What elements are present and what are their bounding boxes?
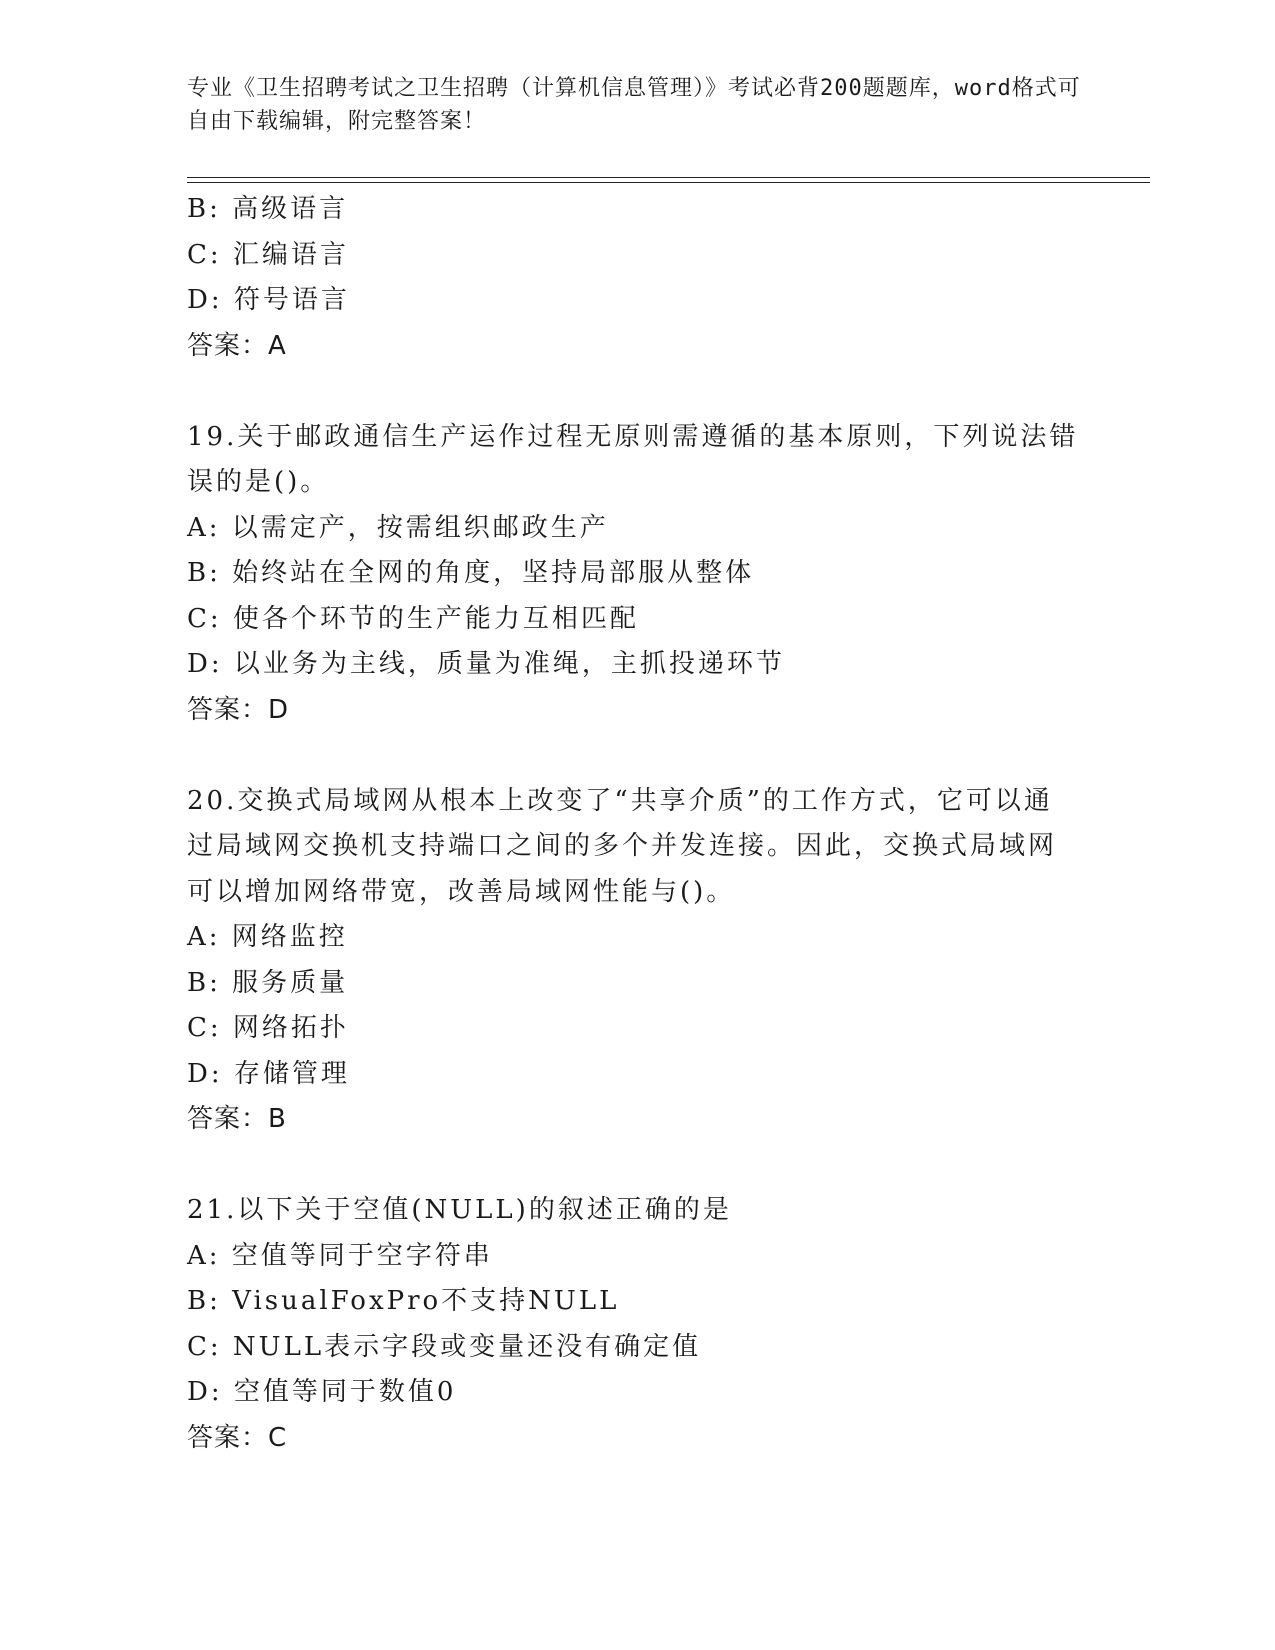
question-21	[187, 1188, 1087, 1461]
option-c: C: 网络拓扑	[187, 1013, 349, 1043]
question-19	[187, 415, 1087, 734]
option-b: B: VisualFoxPro不支持NULL	[187, 1286, 620, 1316]
document-header	[187, 72, 1087, 138]
option-a: A: 空值等同于空字符串	[187, 1240, 493, 1271]
option-a: A: 以需定产，按需组织邮政生产	[187, 512, 609, 543]
question-stem-line: 19.关于邮政通信生产运作过程无原则需遵循的基本原则，下列说法错	[187, 421, 1079, 452]
question-stem-line: 21.以下关于空值(NULL)的叙述正确的是	[187, 1195, 732, 1225]
question-stem-line: 误的是()。	[187, 467, 330, 497]
option-d: D: 以业务为主线，质量为准绳，主抓投递环节	[187, 649, 785, 679]
header-rule-top	[187, 177, 1150, 178]
option-a: A: 网络监控	[187, 922, 348, 952]
question-stem-line: 20.交换式局域网从根本上改变了“共享介质”的工作方式，它可以通	[187, 785, 1053, 816]
question-stem-line: 过局域网交换机支持端口之间的多个并发连接。因此，交换式局域网	[187, 831, 1058, 861]
option-c: C: NULL表示字段或变量还没有确定值	[187, 1331, 702, 1362]
option-d: D: 空值等同于数值0	[187, 1377, 457, 1407]
question-stem-line: 可以增加网络带宽，改善局域网性能与()。	[187, 876, 736, 907]
spacer	[187, 369, 1087, 415]
answer: 答案：C	[187, 1422, 288, 1453]
answer: 答案：A	[187, 330, 287, 361]
option-b: B: 高级语言	[187, 194, 349, 224]
option-c: C: 使各个环节的生产能力互相匹配	[187, 603, 639, 634]
spacer	[187, 1143, 1087, 1189]
question-20	[187, 779, 1087, 1143]
option-b: B: 始终站在全网的角度，坚持局部服从整体	[187, 558, 755, 588]
header-rule-bottom	[187, 182, 1150, 183]
answer: 答案：D	[187, 694, 290, 725]
continued-question	[187, 187, 1087, 369]
option-d: D: 符号语言	[187, 285, 350, 315]
option-d: D: 存储管理	[187, 1058, 350, 1089]
header-text: 专业《卫生招聘考试之卫生招聘（计算机信息管理）》考试必背200题题库，word格式可自由下载编辑，附完整答案！	[187, 76, 1081, 134]
option-b: B: 服务质量	[187, 967, 349, 998]
question-list	[187, 187, 1087, 1461]
option-c: C: 汇编语言	[187, 239, 349, 270]
answer: 答案：B	[187, 1104, 287, 1134]
spacer	[187, 733, 1087, 779]
